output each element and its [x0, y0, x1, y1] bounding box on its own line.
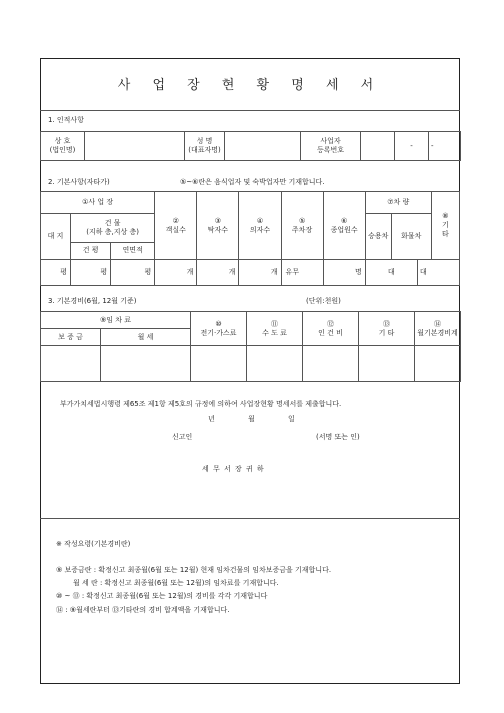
col-tables: ③ 탁자수: [197, 192, 239, 260]
guide-line-3: ⑩ ~ ⑬ : 확정신고 최종월(6월 또는 12월)의 경비를 각각 기재합니다: [56, 592, 268, 600]
name-field[interactable]: [225, 132, 301, 161]
expense-table: [40, 311, 461, 382]
car-label: 승용차: [365, 214, 391, 260]
reg-no-field-3[interactable]: -: [429, 132, 461, 161]
floor-area-label: 연면적: [111, 242, 155, 260]
unit-cell[interactable]: 명: [323, 260, 365, 286]
declaration-statement: 부가가치세법시행령 제65조 제1항 제5호의 규정에 의하여 사업장현황 명세서를 제출합니다.: [60, 400, 342, 408]
month-label: 월: [248, 415, 255, 423]
col-water: ⑪ 수 도 료: [247, 312, 303, 346]
unit-cell[interactable]: 평: [71, 260, 111, 286]
divider: [40, 110, 460, 111]
col-etc: ⑧ 기 타: [431, 192, 459, 260]
deposit-label: 보 증 금: [41, 329, 101, 346]
land-label: 대 지: [41, 214, 71, 260]
col-other: ⑬ 기 타: [359, 312, 415, 346]
unit-cell[interactable]: 평: [111, 260, 155, 286]
utilities-field[interactable]: [191, 346, 247, 382]
col-employees: ⑥ 종업원수: [323, 192, 365, 260]
personal-info-table: [40, 131, 461, 161]
unit-cell[interactable]: 대: [417, 260, 459, 286]
unit-cell[interactable]: 개: [239, 260, 281, 286]
reg-no-field-2[interactable]: -: [395, 132, 429, 161]
unit-cell[interactable]: 대: [365, 260, 417, 286]
unit-cell[interactable]: 평: [41, 260, 71, 286]
year-label: 년: [208, 415, 215, 423]
total-field[interactable]: [415, 346, 461, 382]
site-header: ①사 업 장: [41, 192, 155, 214]
tax-office-label: 세 무 서 장 귀 하: [202, 465, 265, 473]
section2-note: ⑤~⑥란은 음식업자 및 숙박업자만 기재합니다.: [180, 178, 325, 186]
name-label: 성 명 (대표자명): [185, 132, 225, 161]
building-label: 건 물 (지하 층,지상 층): [71, 214, 155, 242]
section1-heading: 1. 인적사항: [48, 116, 84, 124]
trade-name-field[interactable]: [85, 132, 185, 161]
section3-heading: 3. 기본경비(6월, 12월 기준): [48, 297, 137, 305]
section3-unit: (단위:천원): [306, 297, 341, 305]
unit-cell[interactable]: 유무: [281, 260, 323, 286]
rent-header: ⑨임 차 료: [41, 312, 191, 329]
guide-line-1: ⑨ 보증금란 : 확정신고 최종월(6월 또는 12월) 현재 임차건물의 임차보증금을 기재합니다.: [56, 566, 332, 574]
monthly-field[interactable]: [101, 346, 191, 382]
reporter-label: 신고인: [172, 433, 193, 441]
unit-cell[interactable]: 개: [155, 260, 197, 286]
guide-line-2: 월 세 란 : 확정신고 최종월(6월 또는 12월)의 임차료를 기재합니다.: [73, 579, 279, 587]
reg-no-field-1[interactable]: [361, 132, 395, 161]
col-parking: ⑤ 주차장: [281, 192, 323, 260]
divider: [40, 518, 460, 519]
day-label: 일: [288, 415, 295, 423]
monthly-label: 월 세: [101, 329, 191, 346]
col-rooms: ② 객실수: [155, 192, 197, 260]
labor-field[interactable]: [303, 346, 359, 382]
guide-line-4: ⑭ : ⑨월세란부터 ⑬기타란의 경비 합계액을 기재합니다.: [56, 606, 230, 614]
truck-label: 화물차: [391, 214, 431, 260]
water-field[interactable]: [247, 346, 303, 382]
other-field[interactable]: [359, 346, 415, 382]
col-chairs: ④ 의자수: [239, 192, 281, 260]
basic-info-table: [40, 191, 460, 286]
vehicle-header: ⑦차 량: [365, 192, 431, 214]
col-total: ⑭ 월기본경비계: [415, 312, 461, 346]
unit-cell[interactable]: 개: [197, 260, 239, 286]
deposit-field[interactable]: [41, 346, 101, 382]
col-utilities: ⑩ 전기·가스료: [191, 312, 247, 346]
guide-heading: ※ 작성요령(기본경비란): [56, 540, 131, 548]
form-title: 사 업 장 현 황 명 세 서: [117, 78, 383, 93]
building-area-label: 건 평: [71, 242, 111, 260]
signature-label: (서명 또는 인): [316, 433, 360, 441]
trade-name-label: 상 호 (법인명): [41, 132, 85, 161]
section2-heading: 2. 기본사항(자타가): [48, 178, 110, 186]
col-labor: ⑫ 인 건 비: [303, 312, 359, 346]
reg-no-label: 사업자 등록번호: [301, 132, 361, 161]
